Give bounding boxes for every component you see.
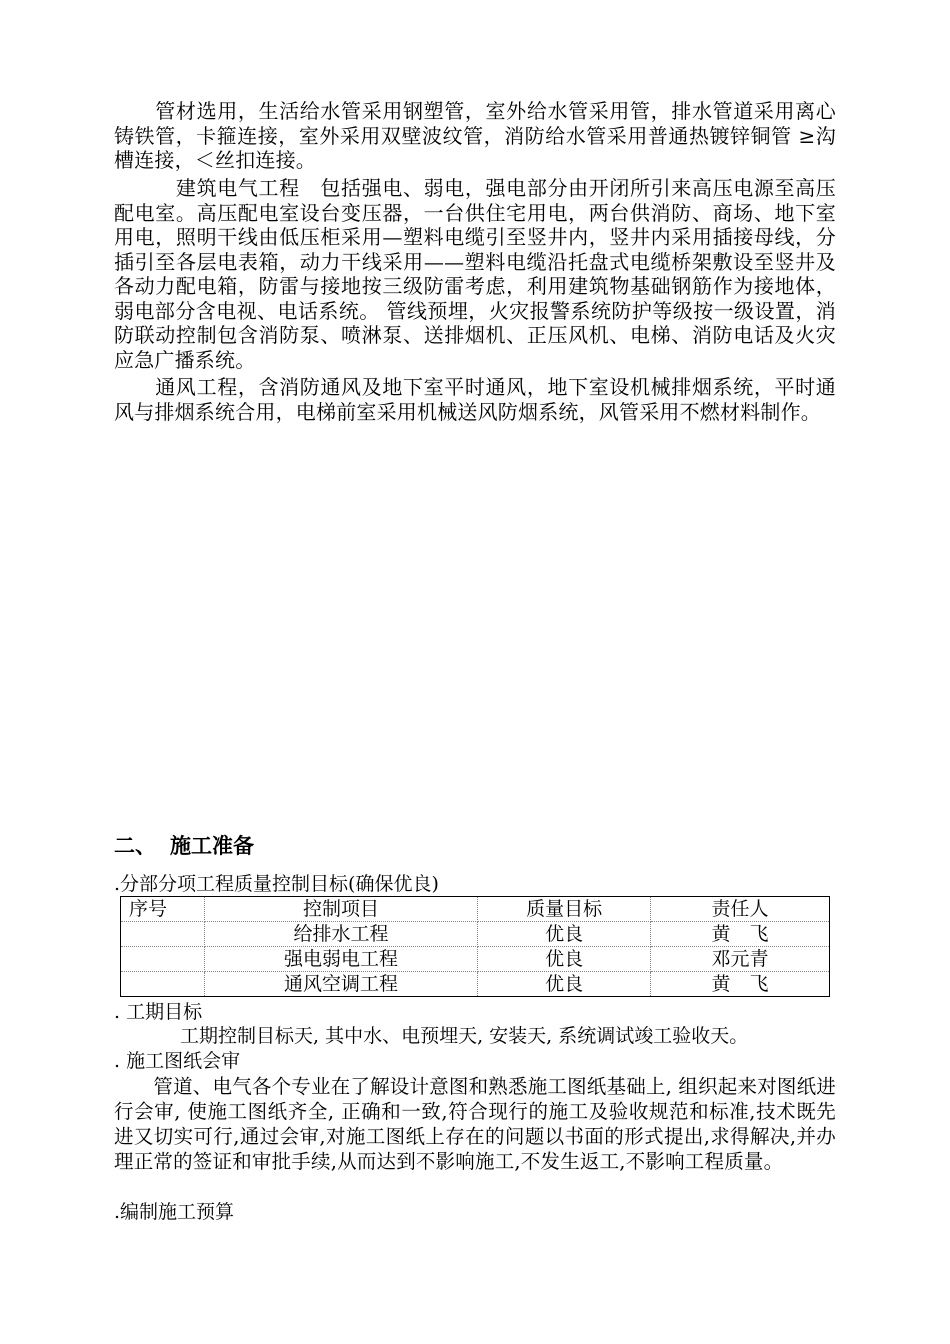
- paragraph-ventilation: 通风工程，含消防通风及地下室平时通风，地下室设机械排烟系统，平时通风与排烟系统合用，电梯前室采用机械送风防烟系统，风管采用不燃材料制作。: [114, 375, 836, 424]
- table-cell: 给排水工程: [204, 922, 478, 947]
- table-cell: 强电弱电工程: [204, 947, 478, 972]
- table-cell: 黄 飞: [650, 922, 829, 947]
- section-title: 施工准备: [170, 834, 254, 858]
- period-title: . 工期目标: [114, 1001, 203, 1023]
- table-cell: 通风空调工程: [204, 972, 478, 997]
- table-row: [121, 922, 830, 947]
- table-cell: [121, 922, 205, 947]
- table-cell: 优良: [478, 947, 651, 972]
- table-cell: 优良: [478, 922, 651, 947]
- table-cell: [121, 972, 205, 997]
- paragraph-electrical: 建筑电气工程 包括强电、弱电，强电部分由开闭所引来高压电源至高压配电室。高压配电室设台变压器，一台供住宅用电，两台供消防、商场、地下室用电，照明干线由低压柜采用—塑料电缆引至竖井内，竖井内采用插接母线，分插引至各层电表箱，动力干线采用——塑料电缆沿托盘式电缆桥架敷设至竖井及各动力配电箱，防雷与接地按三级防雷考虑，利用建筑物基础钢筋作为接地体，弱电部分含电视、电话系统。 管线预埋，火灾报警系统防护等级按一级设置，消防联动控制包含消防泵、喷淋泵、送排烟机、正压风机、电梯、消防电话及火灾应急广播系统。: [114, 176, 836, 372]
- table-cell: [121, 947, 205, 972]
- period-body: 工期控制目标天, 其中水、电预埋天, 安装天, 系统调试竣工验收天。: [180, 1025, 749, 1047]
- header-cell: 控制项目: [204, 897, 478, 922]
- table-row: [121, 947, 830, 972]
- review-body: 管道、电气各个专业在了解设计意图和熟悉施工图纸基础上, 组织起来对图纸进行会审, 使施工图纸齐全, 正确和一致,符合现行的施工及验收规范和标准,技术既先进又切实可行,通过会审,对施工图纸上存在的问题以书面的形式提出,求得解决,并办理正常的签证和审批手续,从而达到不影响施工,不发生返工,不影响工程质量。: [114, 1075, 836, 1173]
- paragraph-pipe-materials: 管材选用，生活给水管采用钢塑管，室外给水管采用管，排水管道采用离心铸铁管，卡箍连接，室外采用双壁波纹管，消防给水管采用普通热镀锌铜管 ≥沟槽连接，＜丝扣连接。: [114, 99, 836, 172]
- header-cell: 责任人: [650, 897, 829, 922]
- section-number: 二、: [114, 834, 156, 858]
- quality-caption: .分部分项工程质量控制目标(确保优良): [114, 873, 439, 895]
- section-heading: [114, 831, 254, 861]
- review-title: . 施工图纸会审: [114, 1050, 241, 1072]
- table-header-row: [121, 897, 830, 922]
- header-cell: 序号: [121, 897, 205, 922]
- table-row: [121, 972, 830, 997]
- table-cell: 优良: [478, 972, 651, 997]
- budget-title: .编制施工预算: [114, 1201, 235, 1223]
- table-cell: 邓元青: [650, 947, 829, 972]
- header-cell: 质量目标: [478, 897, 651, 922]
- table-cell: 黄 飞: [650, 972, 829, 997]
- quality-table: [120, 896, 830, 997]
